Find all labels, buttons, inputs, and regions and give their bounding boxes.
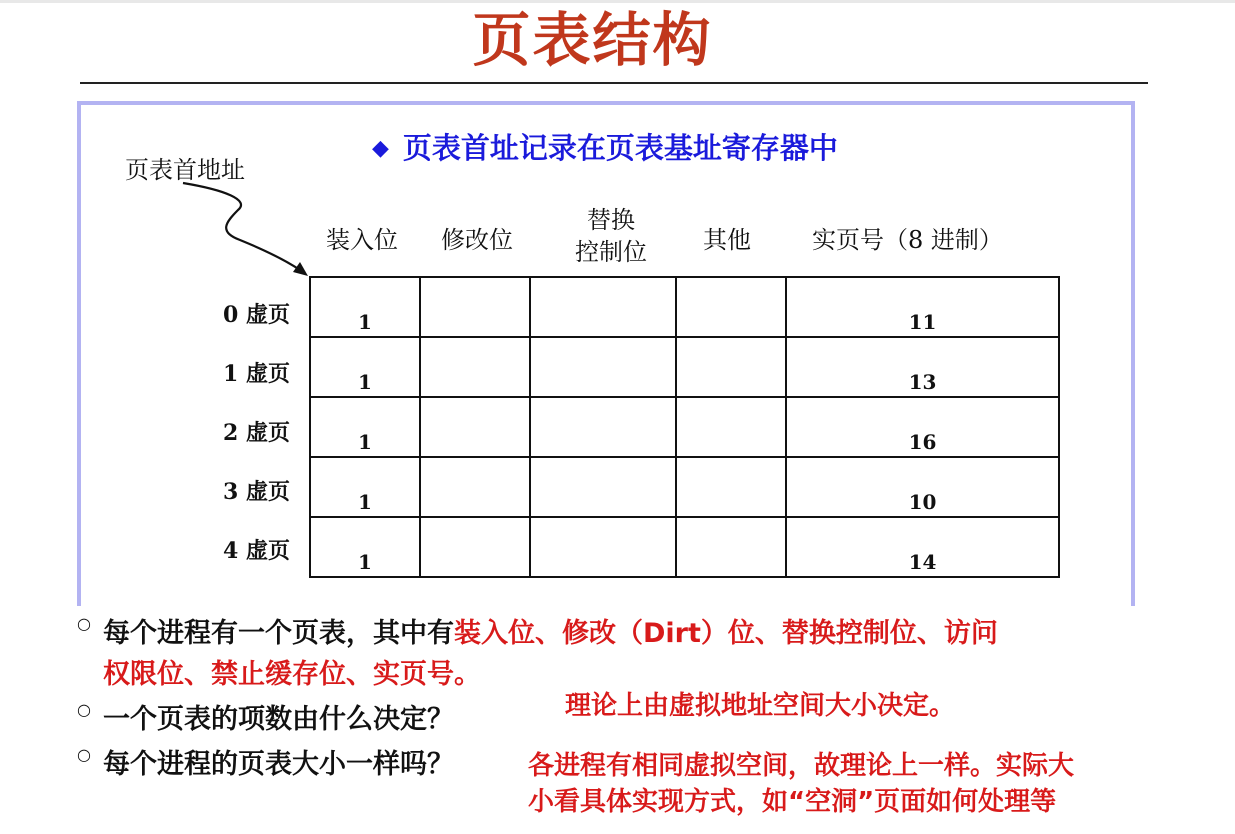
page-table-base-label: 页表首地址 — [125, 156, 245, 184]
dirty-bit-cell — [420, 457, 530, 517]
other-cell — [676, 277, 786, 337]
replace-bit-cell — [530, 457, 676, 517]
page-title: 页表结构 — [472, 6, 713, 74]
replace-bit-cell — [530, 397, 676, 457]
table-row — [310, 277, 1059, 337]
bullet-marker-3: ○ — [77, 745, 91, 764]
other-cell — [676, 457, 786, 517]
headline-text: 页表首址记录在页表基址寄存器中 — [402, 131, 838, 165]
bullet-3-text: 每个进程的页表大小一样吗？ — [103, 749, 454, 780]
answer-3-line-1: 各进程有相同虚拟空间，故理论上一样。实际大 — [528, 751, 1075, 781]
col-header-replace-line2: 控制位 — [575, 238, 647, 266]
dirty-bit-cell — [420, 517, 530, 577]
bullet-marker-1: ○ — [77, 614, 91, 633]
col-header-replace-bit — [566, 204, 656, 268]
answer-2-text: 理论上由虚拟地址空间大小决定。 — [565, 691, 956, 721]
page-table — [309, 276, 1060, 578]
load-bit-cell: 1 — [310, 517, 420, 577]
col-header-load-bit: 装入位 — [326, 226, 398, 254]
physical-page-cell: 14 — [786, 517, 1059, 577]
col-header-physical-page: 实页号（8 进制） — [812, 226, 1003, 254]
physical-page-cell: 11 — [786, 277, 1059, 337]
table-row — [310, 337, 1059, 397]
bullet-marker-2: ○ — [77, 700, 91, 719]
table-row — [310, 397, 1059, 457]
load-bit-cell: 1 — [310, 277, 420, 337]
physical-page-cell: 16 — [786, 397, 1059, 457]
diamond-bullet-icon: ◆ — [372, 136, 389, 161]
physical-page-cell: 10 — [786, 457, 1059, 517]
replace-bit-cell — [530, 517, 676, 577]
dirty-bit-cell — [420, 397, 530, 457]
load-bit-cell: 1 — [310, 457, 420, 517]
bullet-1-line-2: 权限位、禁止缓存位、实页号。 — [103, 659, 481, 690]
row-label-1: 1 虚页 — [223, 361, 290, 387]
col-header-other: 其他 — [703, 226, 751, 254]
col-header-replace-line1: 替换 — [587, 206, 635, 234]
row-label-2: 2 虚页 — [223, 420, 290, 446]
other-cell — [676, 517, 786, 577]
row-label-4: 4 虚页 — [223, 538, 290, 564]
load-bit-cell: 1 — [310, 397, 420, 457]
dirty-bit-cell — [420, 337, 530, 397]
bullet-1-black-text: 每个进程有一个页表，其中有 — [103, 618, 454, 649]
row-label-0: 0 虚页 — [223, 302, 290, 328]
row-label-3: 3 虚页 — [223, 479, 290, 505]
col-header-dirty-bit: 修改位 — [441, 226, 513, 254]
load-bit-cell: 1 — [310, 337, 420, 397]
table-row — [310, 517, 1059, 577]
physical-page-cell: 13 — [786, 337, 1059, 397]
table-row — [310, 457, 1059, 517]
replace-bit-cell — [530, 337, 676, 397]
bullet-1-line-1 — [103, 614, 998, 654]
other-cell — [676, 337, 786, 397]
dirty-bit-cell — [420, 277, 530, 337]
other-cell — [676, 397, 786, 457]
answer-3-line-2: 小看具体实现方式，如“空洞”页面如何处理等 — [528, 787, 1057, 817]
bullet-1-red-text: 装入位、修改（Dirt）位、替换控制位、访问 — [454, 618, 998, 649]
bullet-2-text: 一个页表的项数由什么决定？ — [103, 704, 454, 735]
replace-bit-cell — [530, 277, 676, 337]
